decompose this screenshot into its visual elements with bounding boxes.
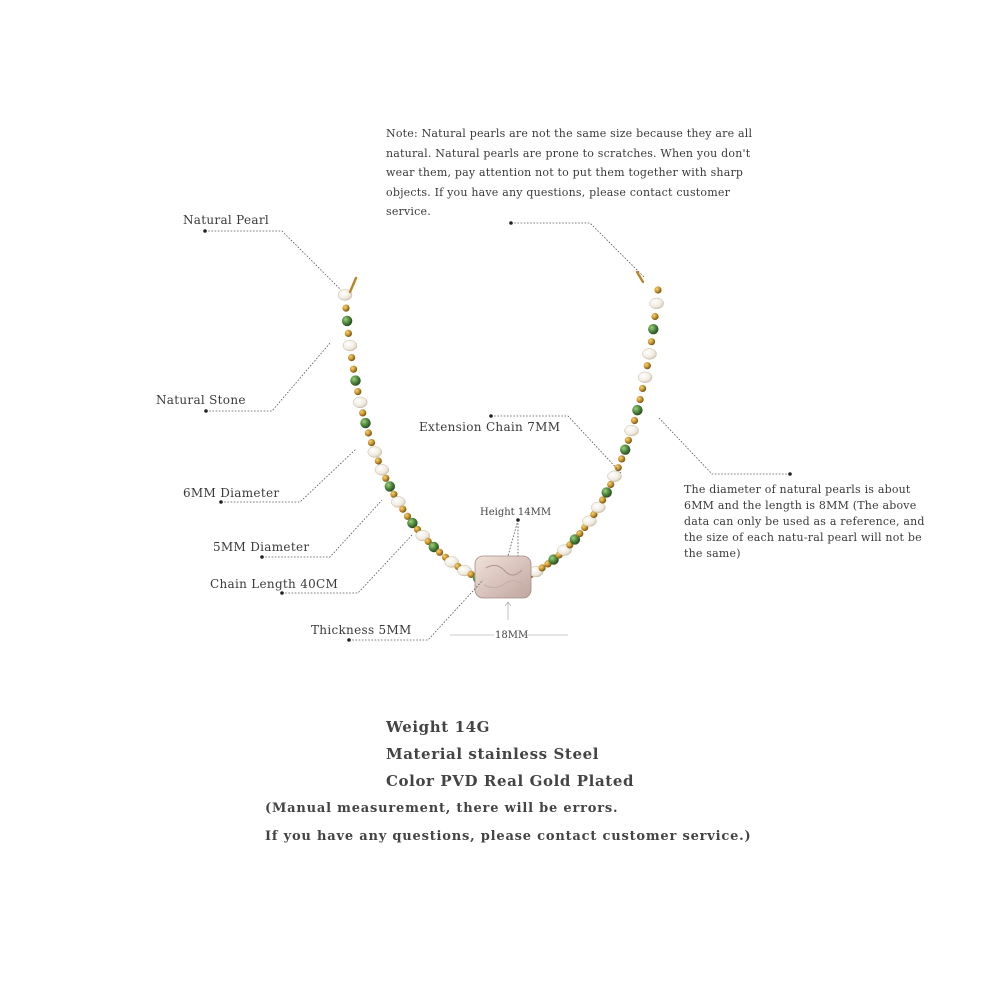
footnote-line-1: (Manual measurement, there will be errors. xyxy=(265,801,619,816)
label-thickness: Thickness 5MM xyxy=(311,623,412,637)
gold-bead xyxy=(359,409,366,416)
leader-note xyxy=(511,223,645,278)
pearl-bead xyxy=(650,298,664,309)
pearl-bead xyxy=(343,340,357,351)
clasp-left xyxy=(350,278,356,292)
gold-bead xyxy=(436,549,443,556)
gold-bead xyxy=(576,530,583,537)
gold-bead xyxy=(345,330,352,337)
stone-bead xyxy=(620,445,630,455)
gold-bead xyxy=(644,362,651,369)
label-6mm-diameter: 6MM Diameter xyxy=(183,486,280,500)
clasp-right xyxy=(637,272,643,282)
gold-bead xyxy=(639,385,646,392)
label-chain-length: Chain Length 40CM xyxy=(210,577,339,591)
stone-bead xyxy=(385,481,395,491)
stone-bead xyxy=(632,405,642,415)
footnote-line-2: If you have any questions, please contact customer service.) xyxy=(265,829,752,844)
gold-bead xyxy=(631,417,638,424)
care-note: Note: Natural pearls are not the same size because they are all natural. Natural pearls are prone to scratches. When you don't wear them, pay attention not to put them together with sharp objects. If you have any questions, please contact customer service. xyxy=(386,127,753,218)
label-width: 18MM xyxy=(495,630,529,641)
pearl-bead xyxy=(625,425,639,436)
gold-bead xyxy=(365,429,372,436)
spec-color: Color PVD Real Gold Plated xyxy=(386,772,635,790)
stone-bead xyxy=(350,375,360,385)
gold-bead xyxy=(368,439,375,446)
gold-bead xyxy=(399,506,406,513)
leader-height-2 xyxy=(508,520,518,556)
gold-bead xyxy=(354,388,361,395)
pearl-bead xyxy=(643,349,657,360)
leader-pearl-info xyxy=(659,418,790,474)
label-natural-pearl: Natural Pearl xyxy=(183,213,270,227)
stone-bead xyxy=(648,324,658,334)
stone-bead xyxy=(602,487,612,497)
gold-bead xyxy=(618,455,625,462)
label-natural-stone: Natural Stone xyxy=(156,393,246,407)
gold-bead xyxy=(625,437,632,444)
gold-bead xyxy=(382,475,389,482)
pearl-bead xyxy=(591,502,605,513)
label-5mm-diameter: 5MM Diameter xyxy=(213,540,310,554)
pearl-bead xyxy=(608,471,622,482)
gold-bead xyxy=(375,457,382,464)
pearl-bead xyxy=(638,372,652,383)
gold-bead xyxy=(348,354,355,361)
gold-bead xyxy=(648,338,655,345)
pearl-bead xyxy=(353,397,367,408)
gold-bead xyxy=(342,305,349,312)
gold-bead xyxy=(651,313,658,320)
stone-bead xyxy=(342,316,352,326)
pearl-bead xyxy=(368,447,382,458)
spec-material: Material stainless Steel xyxy=(386,745,600,763)
gold-bead xyxy=(599,496,606,503)
gold-bead xyxy=(654,286,661,293)
bead-chain xyxy=(338,286,664,583)
pearl-bead xyxy=(375,464,389,475)
gold-bead xyxy=(607,481,614,488)
pearl-size-info: The diameter of natural pearls is about 6MM and the length is 8MM (The above data can only be used as a reference, and the size of each natu-ral pearl will not be the same) xyxy=(684,483,925,560)
gold-bead xyxy=(637,396,644,403)
gold-bead xyxy=(350,366,357,373)
baroque-pearl-pendant xyxy=(475,556,531,598)
label-extension-chain: Extension Chain 7MM xyxy=(419,420,561,434)
leader-natural-pearl xyxy=(205,231,341,290)
stone-bead xyxy=(360,418,370,428)
label-height: Height 14MM xyxy=(480,507,552,518)
spec-weight: Weight 14G xyxy=(386,718,491,736)
